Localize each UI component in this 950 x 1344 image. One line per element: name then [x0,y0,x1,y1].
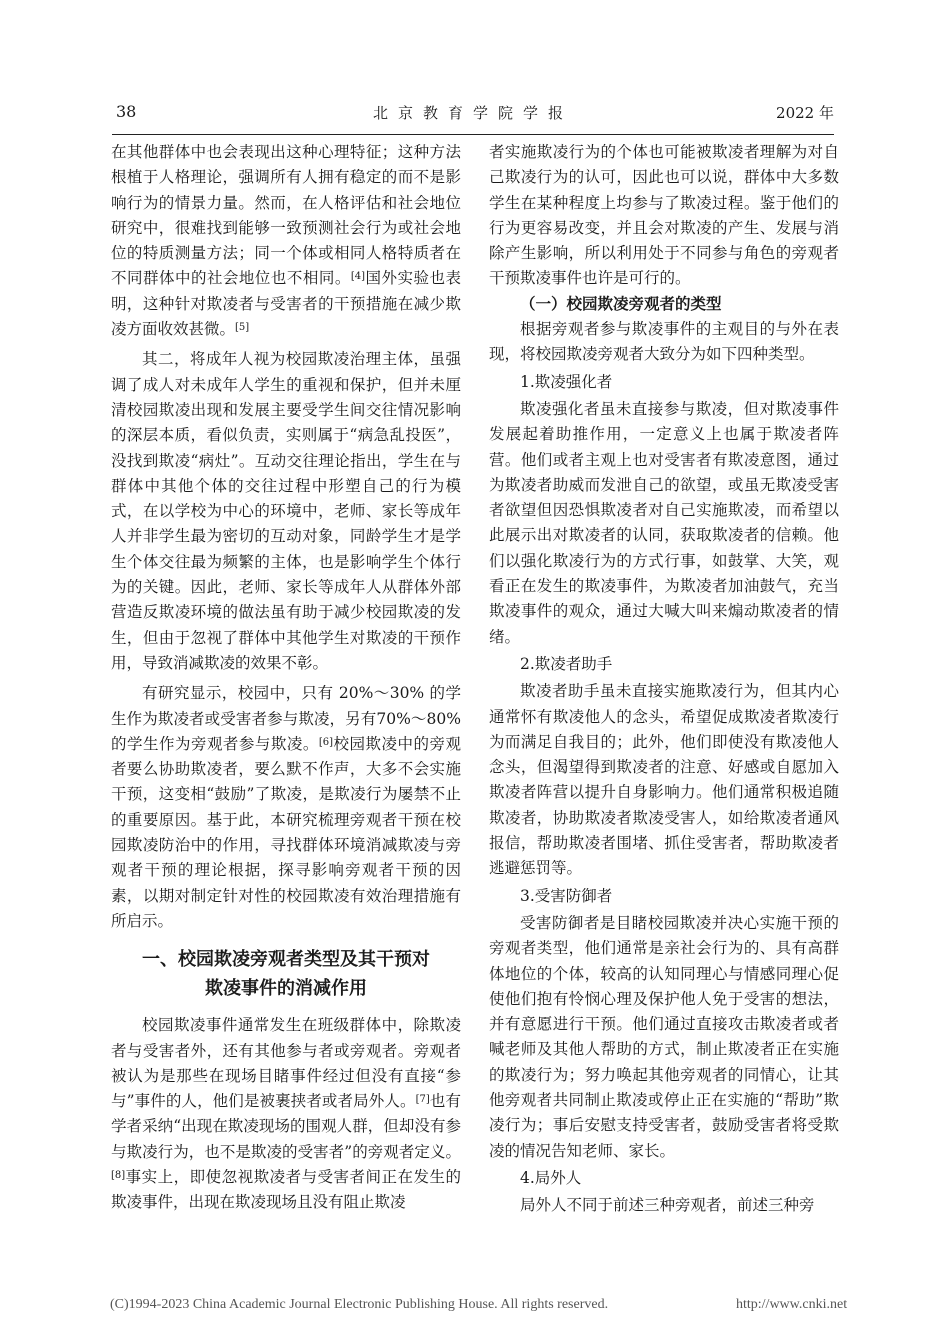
paragraph: 欺凌强化者虽未直接参与欺凌，但对欺凌事件发展起着助推作用，一定意义上也属于欺凌者阵营。他们或者主观上也对受害者有欺凌意图，通过为欺凌者助威而发泄自己的欲望，或虽无欺凌受害者欲望但因恐惧欺凌者对自己实施欺凌，而希望以此展示出对欺凌者的认同，获取欺凌者的信赖。他们以强化欺凌行为的方式行事，如鼓掌、大笑，观看正在发生的欺凌事件，为欺凌者加油鼓气，充当欺凌事件的观众，通过大喊大叫来煽动欺凌者的情绪。 [489,399,839,646]
page-number: 38 [116,102,137,121]
paragraph-text: 有研究显示，校园中，只有 20%～30% 的学生作为欺凌者或受害者参与欺凌，另有70%～80%的学生作为旁观者参与欺凌。 [111,684,461,753]
type-title: 1.欺凌强化者 [520,372,613,391]
citation-5[interactable]: [5] [235,322,250,334]
citation-6[interactable]: [6] [318,736,334,748]
paragraph: 局外人不同于前述三种旁观者，前述三种旁 [520,1196,815,1215]
publication-year: 2022 年 [776,104,834,122]
paragraph [111,681,461,934]
paragraph: 受害防御者是目睹校园欺凌并决心实施干预的旁观者类型，他们通常是亲社会行为的、具有高群体地位的个体，较高的认知同理心与情感同理心促使他们抱有怜悯心理及保护他人免于受害的想法，并有意愿进行干预。他们通过直接攻击欺凌者或者喊老师及其他人帮助的方式，制止欺凌者正在实施的欺凌行为；努力唤起其他旁观者的同情心，让其他旁观者共同制止欺凌或停止正在实施的“帮助”欺凌行为；事后安慰支持受害者，鼓励受害者将受欺凌的情况告知老师、家长。 [489,913,839,1160]
paragraph: 根据旁观者参与欺凌事件的主观目的与外在表现，将校园欺凌旁观者大致分为如下四种类型。 [489,320,839,364]
paragraph [111,1013,461,1215]
paragraph: 者实施欺凌行为的个体也可能被欺凌者理解为对自己欺凌行为的认可，因此也可以说，群体中大多数学生在某种程度上均参与了欺凌过程。鉴于他们的行为更容易改变，并且会对欺凌的产生、发展与消除产生影响，所以利用处于不同参与角色的旁观者干预欺凌事件也许是可行的。 [489,143,839,288]
paragraph: 其二，将成年人视为校园欺凌治理主体，虽强调了成人对未成年人学生的重视和保护，但并未厘清校园欺凌出现和发展主要受学生间交往情况影响的深层本质，看似负责，实则属于“病急乱投医”，没找到欺凌“病灶”。互动交往理论指出，学生在与群体中其他个体的交往过程中形塑自己的行为模式，在以学校为中心的环境中，老师、家长等成年人并非学生最为密切的互动对象，同龄学生才是学生个体交往最为频繁的主体，也是影响学生个体行为的关键。因此，老师、家长等成年人从群体外部营造反欺凌环境的做法虽有助于减少校园欺凌的发生，但由于忽视了群体中其他学生对欺凌的干预作用，导致消减欺凌的效果不彰。 [111,350,461,672]
running-header [112,92,834,132]
paragraph-text: 也有学者采纳“出现在欺凌现场的围观人群，但却没有参与欺凌行为，也不是欺凌的受害者”的旁观者定义。 [111,1092,461,1161]
citation-8[interactable]: [8] [111,1169,126,1181]
paragraph-text: 事实上，即使忽视欺凌者与受害者间正在发生的欺凌事件，出现在欺凌现场且没有阻止欺凌 [111,1167,461,1212]
header-rule [112,134,834,135]
paragraph [111,140,461,342]
footer-link[interactable]: http://www.cnki.net [736,1297,848,1312]
section-heading-line: 欺凌事件的消减作用 [205,978,367,1000]
paragraph: 欺凌者助手虽未直接实施欺凌行为，但其内心通常怀有欺凌他人的念头，希望促成欺凌者欺凌行为而满足自我目的；此外，他们即使没有欺凌他人念头，但渴望得到欺凌者的注意、好感或自愿加入欺凌者阵营以提升自身影响力。他们通常积极追随欺凌者，协助欺凌者欺凌受害人，如给欺凌者通风报信，帮助欺凌者围堵、抓住受害者，帮助欺凌者逃避惩罚等。 [489,682,839,878]
type-title: 2.欺凌者助手 [520,654,613,673]
paragraph-text: 校园欺凌中的旁观者要么协助欺凌者，要么默不作声，大多不会实施干预，这变相“鼓励”了欺凌，是欺凌行为屡禁不止的重要原因。基于此，本研究梳理旁观者干预在校园欺凌防治中的作用，寻找群体环境消减欺凌与旁观者干预的理论根据，探寻影响旁观者干预的因素，以期对制定针对性的校园欺凌有效治理措施有所启示。 [111,734,461,930]
section-heading-line: 一、校园欺凌旁观者类型及其干预对 [142,949,430,971]
footer [110,1297,848,1313]
citation-7[interactable]: [7] [415,1094,430,1106]
citation-4[interactable]: [4] [350,271,366,283]
section-heading [111,945,461,1003]
copyright-notice: (C)1994-2023 China Academic Journal Electronic Publishing House. All rights reserved. [110,1297,609,1312]
journal-title: 北京教育学院学报 [372,104,573,122]
paragraph-text: 校园欺凌事件通常发生在班级群体中，除欺凌者与受害者外，还有其他参与者或旁观者。旁观者被认为是那些在现场目睹事件经过但没有直接“参与”事件的人，他们是被裹挟者或者局外人。 [111,1016,461,1111]
left-column [111,140,461,1216]
type-title: 3.受害防御者 [520,886,613,905]
subsection-heading: （一）校园欺凌旁观者的类型 [520,294,722,313]
paragraph-text: 国外实验也表明，这种针对欺凌者与受害者的干预措施在减少欺凌方面收效甚微。 [111,269,461,339]
paragraph-text: 在其他群体中也会表现出这种心理特征；这种方法根植于人格理论，强调所有人拥有稳定的而不是影响行为的情景力量。然而，在人格评估和社会地位研究中，很难找到能够一致预测社会行为或社会地位的特质测量方法；同一个体或相同人格特质者在不同群体中的社会地位也不相同。 [111,143,461,288]
right-column [489,140,839,1218]
type-title: 4.局外人 [520,1168,582,1187]
